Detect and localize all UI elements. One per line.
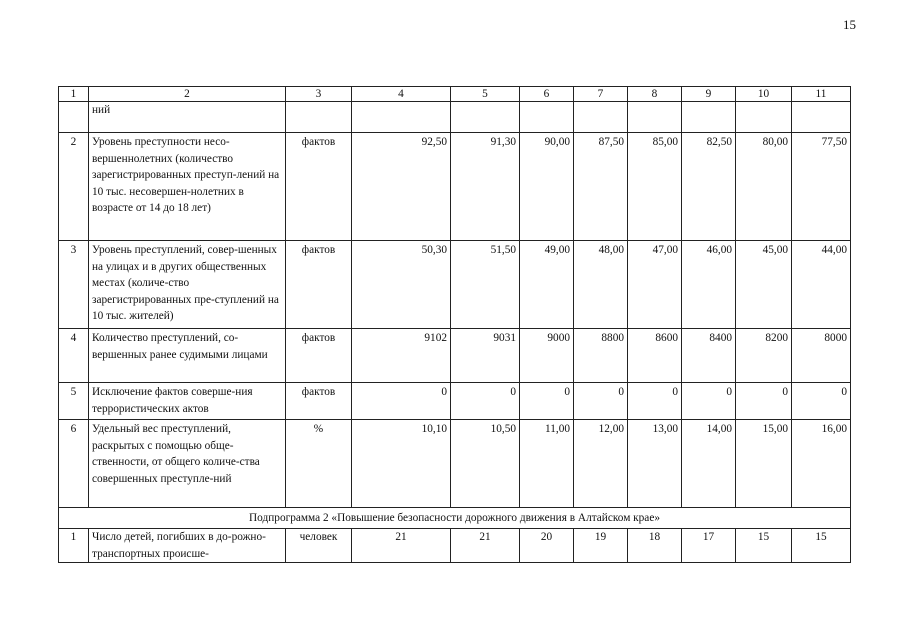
value: 0 xyxy=(792,383,851,420)
column-number: 1 xyxy=(59,87,89,102)
value: 18 xyxy=(628,529,682,563)
value: 48,00 xyxy=(574,241,628,329)
indicator-name: Удельный вес преступлений, раскрытых с помощью обще-ственности, от общего количе-ства совершенных преступле-ний xyxy=(89,420,286,508)
value: 0 xyxy=(736,383,792,420)
column-number: 10 xyxy=(736,87,792,102)
column-number: 6 xyxy=(520,87,574,102)
table-row xyxy=(59,383,851,420)
row-number: 6 xyxy=(59,420,89,508)
value: 21 xyxy=(352,529,451,563)
value: 0 xyxy=(682,383,736,420)
value: 15 xyxy=(792,529,851,563)
value: 87,50 xyxy=(574,133,628,241)
value: 13,00 xyxy=(628,420,682,508)
row-number: 5 xyxy=(59,383,89,420)
value: 11,00 xyxy=(520,420,574,508)
value: 14,00 xyxy=(682,420,736,508)
page-number: 15 xyxy=(843,17,856,32)
column-number: 2 xyxy=(89,87,286,102)
value: 21 xyxy=(451,529,520,563)
value: 0 xyxy=(628,383,682,420)
value: 49,00 xyxy=(520,241,574,329)
value: 0 xyxy=(352,383,451,420)
row-number: 2 xyxy=(59,133,89,241)
value: 19 xyxy=(574,529,628,563)
unit: фактов xyxy=(286,133,352,241)
value: 8200 xyxy=(736,329,792,383)
value: 90,00 xyxy=(520,133,574,241)
column-number-row xyxy=(59,87,851,102)
column-number: 3 xyxy=(286,87,352,102)
indicator-name: Количество преступлений, со-вершенных ранее судимыми лицами xyxy=(89,329,286,383)
column-number: 9 xyxy=(682,87,736,102)
indicator-name: Исключение фактов соверше-ния террористических актов xyxy=(89,383,286,420)
column-number: 8 xyxy=(628,87,682,102)
table-row xyxy=(59,420,851,508)
value: 80,00 xyxy=(736,133,792,241)
subprogram-row xyxy=(59,508,851,529)
value: 9000 xyxy=(520,329,574,383)
value: 15 xyxy=(736,529,792,563)
value: 92,50 xyxy=(352,133,451,241)
value: 8400 xyxy=(682,329,736,383)
value: 82,50 xyxy=(682,133,736,241)
subprogram-title: Подпрограмма 2 «Повышение безопасности дорожного движения в Алтайском крае» xyxy=(59,508,851,529)
value: 8000 xyxy=(792,329,851,383)
column-number: 4 xyxy=(352,87,451,102)
unit: фактов xyxy=(286,241,352,329)
column-number: 7 xyxy=(574,87,628,102)
value: 9102 xyxy=(352,329,451,383)
value: 0 xyxy=(574,383,628,420)
value: 44,00 xyxy=(792,241,851,329)
value: 51,50 xyxy=(451,241,520,329)
value: 12,00 xyxy=(574,420,628,508)
value: 20 xyxy=(520,529,574,563)
value: 91,30 xyxy=(451,133,520,241)
value: 45,00 xyxy=(736,241,792,329)
indicator-name: Число детей, погибших в до-рожно-транспортных происше- xyxy=(89,529,286,563)
value: 8600 xyxy=(628,329,682,383)
table-row xyxy=(59,133,851,241)
indicators-table xyxy=(58,86,851,563)
value: 85,00 xyxy=(628,133,682,241)
indicator-name: Уровень преступности несо-вершеннолетних (количество зарегистрированных преступ-лений на 10 тыс. несовершен-нолетних в возрасте от 14 до 18 лет) xyxy=(89,133,286,241)
value: 10,10 xyxy=(352,420,451,508)
unit: человек xyxy=(286,529,352,563)
table-row xyxy=(59,529,851,563)
value: 47,00 xyxy=(628,241,682,329)
value: 10,50 xyxy=(451,420,520,508)
column-number: 11 xyxy=(792,87,851,102)
value: 16,00 xyxy=(792,420,851,508)
unit: % xyxy=(286,420,352,508)
value: 77,50 xyxy=(792,133,851,241)
value: 15,00 xyxy=(736,420,792,508)
value: 46,00 xyxy=(682,241,736,329)
row-number: 4 xyxy=(59,329,89,383)
unit: фактов xyxy=(286,329,352,383)
table-row xyxy=(59,241,851,329)
value: 9031 xyxy=(451,329,520,383)
continuation-text: ний xyxy=(89,102,286,133)
value: 8800 xyxy=(574,329,628,383)
value: 17 xyxy=(682,529,736,563)
table-row xyxy=(59,329,851,383)
row-number: 1 xyxy=(59,529,89,563)
value: 0 xyxy=(520,383,574,420)
continuation-row xyxy=(59,102,851,133)
column-number: 5 xyxy=(451,87,520,102)
row-number: 3 xyxy=(59,241,89,329)
indicator-name: Уровень преступлений, совер-шенных на улицах и в других общественных местах (количе-ство зарегистрированных пре-ступлений на 10 тыс. жителей) xyxy=(89,241,286,329)
value: 50,30 xyxy=(352,241,451,329)
unit: фактов xyxy=(286,383,352,420)
value: 0 xyxy=(451,383,520,420)
